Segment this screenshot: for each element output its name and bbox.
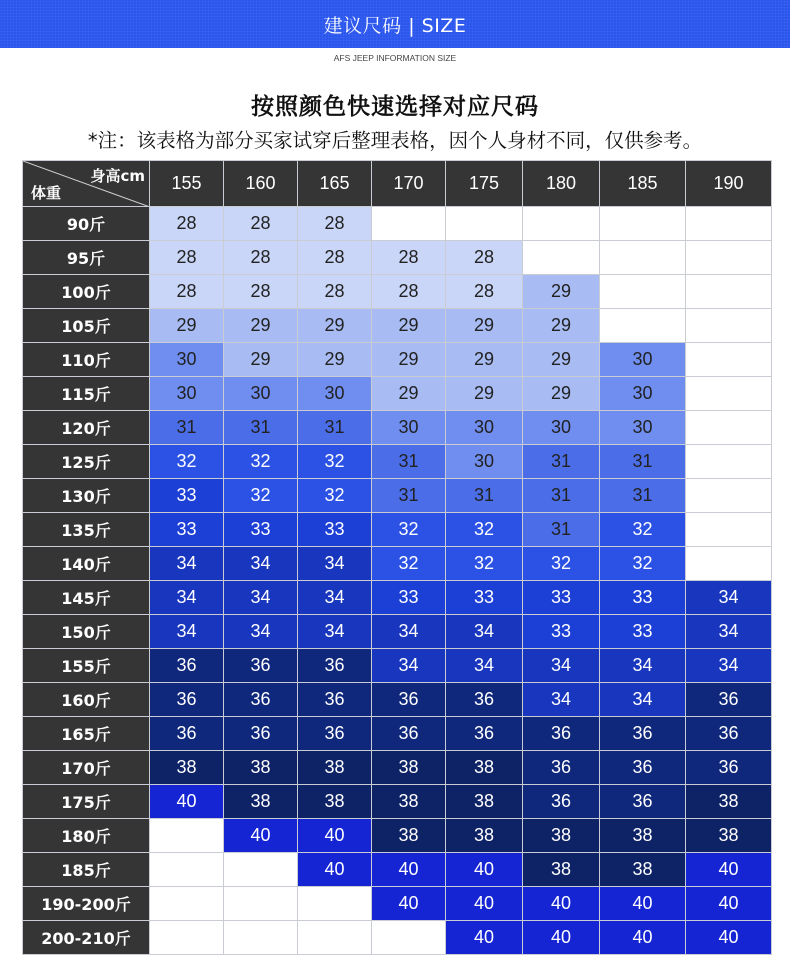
size-cell: 36 [523,751,600,785]
table-row [23,887,772,921]
size-cell: 31 [224,411,298,445]
height-header-180: 180 [523,161,600,207]
table-row [23,717,772,751]
size-cell: 36 [372,683,446,717]
disclaimer-note: *注：该表格为部分买家试穿后整理表格，因个人身材不同，仅供参考。 [87,129,703,152]
empty-cell [150,921,224,955]
size-cell: 28 [150,241,224,275]
weight-label: 200-210斤 [23,921,150,955]
size-cell: 38 [686,819,772,853]
size-cell: 36 [150,717,224,751]
banner-title: 建议尺码 | SIZE [323,14,467,37]
empty-cell [686,275,772,309]
size-cell: 31 [298,411,372,445]
table-row [23,615,772,649]
empty-cell [686,547,772,581]
size-cell: 34 [372,649,446,683]
height-header-170: 170 [372,161,446,207]
size-cell: 40 [523,887,600,921]
size-cell: 33 [150,479,224,513]
table-row [23,309,772,343]
size-cell: 33 [224,513,298,547]
size-cell: 31 [372,479,446,513]
empty-cell [600,207,686,241]
empty-cell [686,207,772,241]
table-row [23,411,772,445]
size-cell: 38 [686,785,772,819]
size-cell: 29 [298,343,372,377]
size-cell: 36 [600,785,686,819]
table-row [23,921,772,955]
size-cell: 30 [150,343,224,377]
size-cell: 31 [600,479,686,513]
size-cell: 32 [224,445,298,479]
weight-label: 95斤 [23,241,150,275]
size-cell: 40 [446,853,523,887]
size-cell: 36 [150,649,224,683]
weight-label: 140斤 [23,547,150,581]
size-cell: 34 [446,615,523,649]
size-cell: 29 [523,343,600,377]
size-cell: 29 [150,309,224,343]
size-cell: 32 [523,547,600,581]
size-cell: 38 [446,751,523,785]
size-cell: 30 [600,343,686,377]
size-cell: 33 [523,581,600,615]
size-cell: 38 [224,751,298,785]
size-cell: 40 [372,853,446,887]
weight-axis-label: 体重 [31,184,62,202]
size-cell: 28 [224,275,298,309]
size-cell: 34 [150,615,224,649]
size-cell: 28 [372,275,446,309]
size-cell: 29 [372,343,446,377]
weight-label: 130斤 [23,479,150,513]
size-cell: 28 [150,275,224,309]
size-cell: 38 [372,751,446,785]
size-cell: 33 [600,615,686,649]
size-cell: 34 [446,649,523,683]
weight-label: 165斤 [23,717,150,751]
table-row [23,445,772,479]
size-cell: 30 [446,411,523,445]
weight-label: 120斤 [23,411,150,445]
size-cell: 30 [372,411,446,445]
size-cell: 38 [224,785,298,819]
weight-label: 190-200斤 [23,887,150,921]
empty-cell [686,445,772,479]
size-cell: 34 [150,581,224,615]
weight-label: 145斤 [23,581,150,615]
size-cell: 36 [600,751,686,785]
size-cell: 29 [446,343,523,377]
size-cell: 31 [446,479,523,513]
size-cell: 38 [372,819,446,853]
weight-label: 175斤 [23,785,150,819]
size-cell: 38 [523,819,600,853]
size-cell: 34 [686,581,772,615]
size-cell: 36 [523,717,600,751]
table-row [23,853,772,887]
table-row [23,751,772,785]
size-cell: 36 [600,717,686,751]
size-cell: 30 [600,411,686,445]
size-cell: 32 [298,479,372,513]
size-chart-table [22,160,772,955]
size-cell: 33 [523,615,600,649]
size-cell: 33 [600,581,686,615]
size-cell: 38 [298,785,372,819]
size-cell: 34 [600,683,686,717]
size-cell: 34 [686,649,772,683]
header-banner [0,0,790,48]
empty-cell [372,207,446,241]
size-cell: 36 [224,683,298,717]
empty-cell [686,309,772,343]
size-cell: 40 [150,785,224,819]
size-cell: 38 [446,785,523,819]
empty-cell [224,921,298,955]
size-cell: 36 [686,683,772,717]
empty-cell [686,513,772,547]
size-cell: 32 [298,445,372,479]
height-header-165: 165 [298,161,372,207]
size-cell: 34 [523,683,600,717]
size-cell: 29 [523,377,600,411]
empty-cell [150,853,224,887]
size-cell: 36 [686,751,772,785]
size-cell: 40 [224,819,298,853]
size-cell: 33 [298,513,372,547]
size-cell: 31 [523,513,600,547]
size-cell: 34 [523,649,600,683]
weight-label: 180斤 [23,819,150,853]
size-cell: 29 [523,309,600,343]
size-cell: 28 [446,241,523,275]
size-cell: 36 [446,683,523,717]
size-cell: 36 [523,785,600,819]
size-cell: 30 [150,377,224,411]
table-row [23,547,772,581]
size-cell: 40 [446,887,523,921]
size-cell: 38 [600,853,686,887]
size-cell: 40 [600,921,686,955]
size-cell: 32 [446,547,523,581]
size-cell: 34 [686,615,772,649]
size-cell: 34 [298,615,372,649]
size-cell: 31 [150,411,224,445]
weight-label: 90斤 [23,207,150,241]
size-cell: 36 [298,683,372,717]
size-cell: 31 [523,445,600,479]
size-cell: 32 [372,513,446,547]
subtitle: AFS JEEP INFORMATION SIZE [333,53,457,63]
size-cell: 38 [372,785,446,819]
empty-cell [600,309,686,343]
weight-label: 115斤 [23,377,150,411]
empty-cell [600,275,686,309]
size-cell: 29 [298,309,372,343]
size-cell: 32 [600,547,686,581]
size-cell: 36 [446,717,523,751]
size-cell: 40 [686,921,772,955]
empty-cell [372,921,446,955]
weight-label: 150斤 [23,615,150,649]
corner-header-cell [23,161,150,207]
size-cell: 40 [600,887,686,921]
table-row [23,819,772,853]
size-cell: 34 [150,547,224,581]
size-cell: 40 [686,887,772,921]
size-cell: 30 [446,445,523,479]
weight-label: 185斤 [23,853,150,887]
table-row [23,581,772,615]
empty-cell [150,819,224,853]
size-cell: 34 [372,615,446,649]
size-cell: 38 [523,853,600,887]
height-header-185: 185 [600,161,686,207]
weight-label: 100斤 [23,275,150,309]
empty-cell [224,853,298,887]
size-cell: 32 [224,479,298,513]
table-row [23,207,772,241]
size-cell: 40 [298,853,372,887]
table-row [23,275,772,309]
empty-cell [523,207,600,241]
empty-cell [686,343,772,377]
size-cell: 33 [446,581,523,615]
size-cell: 30 [523,411,600,445]
empty-cell [686,411,772,445]
size-cell: 36 [298,717,372,751]
empty-cell [686,479,772,513]
empty-cell [224,887,298,921]
weight-label: 105斤 [23,309,150,343]
height-header-160: 160 [224,161,298,207]
size-cell: 30 [600,377,686,411]
size-cell: 31 [372,445,446,479]
size-cell: 28 [298,275,372,309]
size-cell: 36 [686,717,772,751]
size-cell: 30 [224,377,298,411]
empty-cell [600,241,686,275]
size-cell: 40 [446,921,523,955]
size-cell: 34 [224,547,298,581]
height-header-155: 155 [150,161,224,207]
table-row [23,513,772,547]
size-cell: 29 [372,309,446,343]
empty-cell [686,377,772,411]
size-table-body [23,207,772,955]
empty-cell [150,887,224,921]
size-cell: 38 [446,819,523,853]
size-cell: 32 [600,513,686,547]
size-cell: 28 [298,241,372,275]
size-cell: 31 [600,445,686,479]
weight-label: 160斤 [23,683,150,717]
size-cell: 29 [224,343,298,377]
size-cell: 34 [298,547,372,581]
height-header-175: 175 [446,161,523,207]
weight-label: 170斤 [23,751,150,785]
weight-label: 125斤 [23,445,150,479]
table-row [23,683,772,717]
size-cell: 40 [298,819,372,853]
size-cell: 33 [150,513,224,547]
size-cell: 40 [523,921,600,955]
size-cell: 31 [523,479,600,513]
size-cell: 29 [372,377,446,411]
size-cell: 28 [298,207,372,241]
weight-label: 135斤 [23,513,150,547]
page-heading: 按照颜色快速选择对应尺码 [251,94,539,120]
empty-cell [446,207,523,241]
size-cell: 38 [600,819,686,853]
size-cell: 36 [298,649,372,683]
size-cell: 34 [298,581,372,615]
empty-cell [298,921,372,955]
size-cell: 32 [372,547,446,581]
size-cell: 29 [224,309,298,343]
size-cell: 29 [523,275,600,309]
size-cell: 36 [372,717,446,751]
size-cell: 28 [150,207,224,241]
size-cell: 32 [446,513,523,547]
size-cell: 36 [224,649,298,683]
size-cell: 33 [372,581,446,615]
size-cell: 30 [298,377,372,411]
size-cell: 40 [686,853,772,887]
table-row [23,649,772,683]
size-cell: 38 [150,751,224,785]
size-cell: 29 [446,377,523,411]
height-header-row [23,161,772,207]
empty-cell [523,241,600,275]
size-cell: 29 [446,309,523,343]
table-row [23,479,772,513]
size-cell: 34 [224,581,298,615]
height-header-190: 190 [686,161,772,207]
size-cell: 36 [224,717,298,751]
empty-cell [298,887,372,921]
size-cell: 32 [150,445,224,479]
size-cell: 36 [150,683,224,717]
size-cell: 40 [372,887,446,921]
height-axis-label: 身高cm [90,167,145,185]
weight-label: 110斤 [23,343,150,377]
size-cell: 28 [224,207,298,241]
size-cell: 28 [372,241,446,275]
table-row [23,377,772,411]
size-cell: 38 [298,751,372,785]
table-row [23,343,772,377]
size-cell: 28 [446,275,523,309]
size-cell: 28 [224,241,298,275]
table-row [23,785,772,819]
table-row [23,241,772,275]
empty-cell [686,241,772,275]
weight-label: 155斤 [23,649,150,683]
size-cell: 34 [224,615,298,649]
size-cell: 34 [600,649,686,683]
